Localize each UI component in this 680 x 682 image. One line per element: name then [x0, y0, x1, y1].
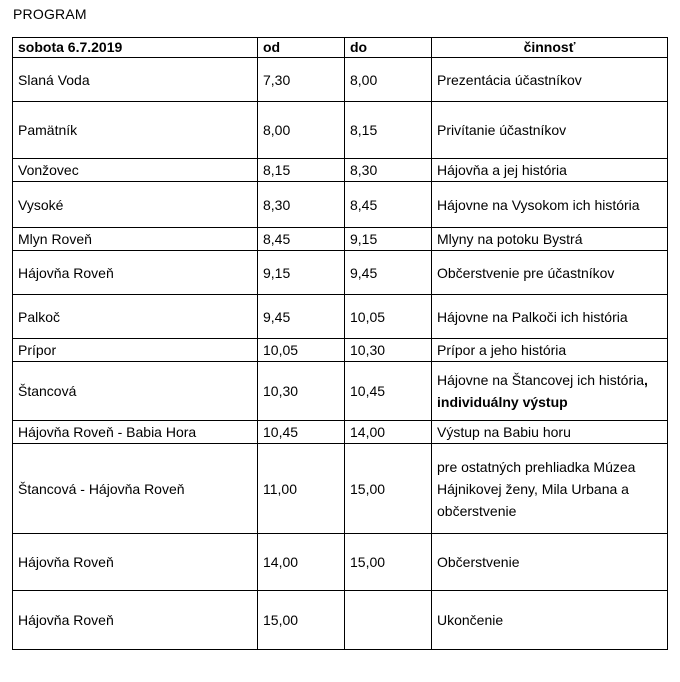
activity-cell: pre ostatných prehliadka Múzea Hájnikovej ženy, Mila Urbana a občerstvenie: [432, 444, 668, 534]
from-cell: 8,00: [258, 102, 345, 159]
to-cell: 10,05: [345, 295, 432, 339]
activity-bold-text: , individuálny výstup: [437, 372, 648, 410]
table-row: [13, 421, 668, 444]
table-row: [13, 251, 668, 295]
place-cell: Slaná Voda: [13, 58, 258, 102]
activity-cell: Prezentácia účastníkov: [432, 58, 668, 102]
table-row: [13, 102, 668, 159]
from-cell: 14,00: [258, 534, 345, 591]
place-cell: Hájovňa Roveň: [13, 534, 258, 591]
to-cell: 9,15: [345, 228, 432, 251]
from-cell: 7,30: [258, 58, 345, 102]
table-row: [13, 58, 668, 102]
place-cell: Štancová: [13, 362, 258, 421]
place-cell: Palkoč: [13, 295, 258, 339]
from-cell: 8,45: [258, 228, 345, 251]
place-cell: Prípor: [13, 339, 258, 362]
table-row: [13, 228, 668, 251]
activity-cell: Občerstvenie pre účastníkov: [432, 251, 668, 295]
to-cell: [345, 591, 432, 650]
activity-cell: [432, 362, 668, 421]
from-cell: 8,15: [258, 159, 345, 182]
place-cell: Hájovňa Roveň - Babia Hora: [13, 421, 258, 444]
table-row: [13, 159, 668, 182]
place-cell: Mlyn Roveň: [13, 228, 258, 251]
to-cell: 10,45: [345, 362, 432, 421]
from-cell: 9,45: [258, 295, 345, 339]
from-cell: 15,00: [258, 591, 345, 650]
header-from: od: [258, 38, 345, 58]
to-cell: 8,30: [345, 159, 432, 182]
activity-cell: Výstup na Babiu horu: [432, 421, 668, 444]
from-cell: 11,00: [258, 444, 345, 534]
activity-cell: Ukončenie: [432, 591, 668, 650]
header-date: sobota 6.7.2019: [13, 38, 258, 58]
to-cell: 15,00: [345, 534, 432, 591]
activity-cell: Hájovňa a jej história: [432, 159, 668, 182]
from-cell: 8,30: [258, 182, 345, 228]
program-table: [12, 37, 668, 650]
to-cell: 14,00: [345, 421, 432, 444]
table-row: [13, 182, 668, 228]
activity-text: Hájovne na Štancovej ich história: [437, 372, 645, 388]
activity-cell: Privítanie účastníkov: [432, 102, 668, 159]
place-cell: Štancová - Hájovňa Roveň: [13, 444, 258, 534]
table-row: [13, 534, 668, 591]
activity-cell: Hájovne na Palkoči ich história: [432, 295, 668, 339]
table-row: [13, 362, 668, 421]
to-cell: 8,15: [345, 102, 432, 159]
place-cell: Hájovňa Roveň: [13, 251, 258, 295]
to-cell: 10,30: [345, 339, 432, 362]
activity-cell: Prípor a jeho história: [432, 339, 668, 362]
table-row: [13, 591, 668, 650]
from-cell: 9,15: [258, 251, 345, 295]
activity-cell: Mlyny na potoku Bystrá: [432, 228, 668, 251]
table-header-row: [13, 38, 668, 58]
from-cell: 10,30: [258, 362, 345, 421]
to-cell: 8,00: [345, 58, 432, 102]
activity-cell: Hájovne na Vysokom ich história: [432, 182, 668, 228]
place-cell: Pamätník: [13, 102, 258, 159]
table-row: [13, 339, 668, 362]
place-cell: Vonžovec: [13, 159, 258, 182]
activity-cell: Občerstvenie: [432, 534, 668, 591]
from-cell: 10,05: [258, 339, 345, 362]
to-cell: 15,00: [345, 444, 432, 534]
header-activity: činnosť: [432, 38, 668, 58]
to-cell: 9,45: [345, 251, 432, 295]
place-cell: Hájovňa Roveň: [13, 591, 258, 650]
from-cell: 10,45: [258, 421, 345, 444]
table-row: [13, 295, 668, 339]
to-cell: 8,45: [345, 182, 432, 228]
header-to: do: [345, 38, 432, 58]
place-cell: Vysoké: [13, 182, 258, 228]
table-row: [13, 444, 668, 534]
document-title: PROGRAM: [13, 6, 87, 22]
